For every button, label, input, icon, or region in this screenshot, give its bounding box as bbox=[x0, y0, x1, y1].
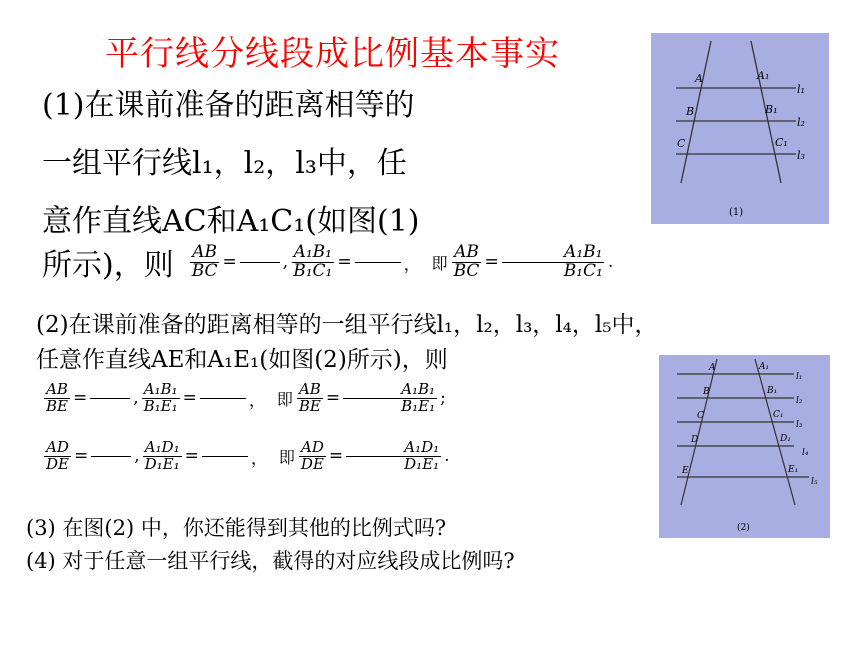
answer-blank bbox=[200, 398, 246, 399]
figure-1 bbox=[651, 33, 829, 224]
part1-line4-prefix: 所示)，则 bbox=[42, 248, 174, 283]
equation-row-2: $\frac{AB}{BE}$ = , $\frac{\text{A₁B₁}}{\text{B₁E₁}}$ = ， 即 $\frac{AB}{BE}$ = $\frac{\text{A₁B₁}}{\text{B₁E₁}}$ ; bbox=[46, 380, 446, 415]
fig2-line-l1: l₁ bbox=[796, 372, 803, 382]
denominator: BC bbox=[191, 260, 218, 281]
numerator: A₁B₁ bbox=[143, 380, 178, 398]
denominator: BE bbox=[298, 396, 321, 415]
part1-line1: (1)在课前准备的距离相等的 bbox=[42, 88, 415, 123]
equation-row-3: $\frac{AD}{DE}$ = , $\frac{\text{A₁D₁}}{\text{D₁E₁}}$ = ， 即 $\frac{AD}{DE}$ = $\frac{\text{A₁D₁}}{\text{D₁E₁}}$ . bbox=[46, 438, 450, 473]
numerator: A₁B₁ bbox=[293, 241, 332, 262]
part2-line1: (2)在课前准备的距离相等的一组平行线l₁，l₂，l₃，l₄，l₅中， bbox=[36, 312, 658, 338]
fig2-caption: (2) bbox=[737, 523, 750, 533]
fig1-line-l2: l₂ bbox=[797, 116, 805, 129]
ji-label: 即 bbox=[431, 253, 448, 273]
fraction bbox=[142, 382, 180, 415]
denominator: DE bbox=[300, 454, 324, 473]
denominator: DE bbox=[46, 454, 69, 473]
fraction bbox=[402, 440, 441, 473]
question-4: (4) 对于任意一组平行线，截得的对应线段成比例吗? bbox=[26, 549, 515, 573]
numerator: AB bbox=[192, 241, 218, 262]
fraction bbox=[44, 382, 70, 415]
denominator: B₁C₁ bbox=[563, 260, 603, 281]
denominator: D₁E₁ bbox=[404, 454, 440, 473]
figure-2 bbox=[659, 355, 830, 538]
fraction bbox=[44, 440, 71, 473]
numerator: AB bbox=[298, 380, 321, 398]
answer-blank bbox=[502, 262, 562, 263]
fig2-label-E: E bbox=[682, 466, 689, 476]
fraction bbox=[143, 440, 182, 473]
fig1-line-l3: l₃ bbox=[797, 149, 805, 162]
answer-blank bbox=[90, 398, 130, 399]
fig2-line-l3: l₃ bbox=[796, 420, 803, 430]
fraction bbox=[452, 241, 482, 281]
denominator: BC bbox=[453, 260, 480, 281]
fig2-label-B: B bbox=[703, 387, 710, 397]
fig1-line-l1: l₁ bbox=[797, 83, 805, 96]
denominator: B₁E₁ bbox=[401, 396, 436, 415]
answer-blank bbox=[240, 262, 280, 263]
numerator: A₁D₁ bbox=[404, 438, 440, 456]
page-title: 平行线分线段成比例基本事实 bbox=[105, 34, 560, 74]
numerator: A₁B₁ bbox=[401, 380, 436, 398]
denominator: BE bbox=[46, 396, 68, 415]
ji-label: 即 bbox=[278, 447, 295, 467]
answer-blank bbox=[346, 456, 402, 457]
fraction bbox=[190, 241, 220, 281]
fraction bbox=[299, 440, 326, 473]
answer-blank bbox=[202, 456, 248, 457]
part1-line2: 一组平行线l₁，l₂，l₃中，任 bbox=[42, 146, 407, 181]
answer-blank bbox=[91, 456, 131, 457]
numerator: AD bbox=[300, 438, 324, 456]
fig1-label-A: A bbox=[695, 72, 703, 85]
fig2-label-C: C bbox=[697, 411, 704, 421]
denominator: D₁E₁ bbox=[144, 454, 180, 473]
fig1-label-B1: B₁ bbox=[765, 103, 778, 116]
denominator: B₁C₁ bbox=[293, 260, 333, 281]
equation-row-1: 所示)，则 $\frac{AB}{BC}$ = , $\frac{\text{A₁B₁}}{\text{B₁C₁}}$ = ， 即 $\frac{AB}{BC}$ = $\frac{\text{A₁B₁}}{\text{B₁C₁}}$ . bbox=[42, 241, 614, 283]
fig2-line-l4: l₄ bbox=[802, 448, 809, 458]
ji-label: 即 bbox=[276, 389, 293, 409]
fig2-line-l2: l₂ bbox=[796, 396, 803, 406]
fig2-label-A1: A₁ bbox=[759, 362, 770, 372]
numerator: AD bbox=[46, 438, 69, 456]
denominator: B₁E₁ bbox=[143, 396, 178, 415]
numerator: AB bbox=[454, 241, 479, 262]
part2-line2: 任意作直线AE和A₁E₁(如图(2)所示)，则 bbox=[36, 347, 448, 373]
numerator: AB bbox=[46, 380, 68, 398]
numerator: A₁B₁ bbox=[564, 241, 603, 262]
fraction bbox=[291, 241, 334, 281]
fig2-label-D: D bbox=[691, 435, 699, 445]
fig2-line-l5: l₅ bbox=[811, 477, 818, 487]
fig2-label-C1: C₁ bbox=[773, 410, 784, 420]
fig2-label-A: A bbox=[709, 363, 716, 373]
fraction bbox=[399, 382, 437, 415]
fig1-label-C1: C₁ bbox=[775, 136, 788, 149]
numerator: A₁D₁ bbox=[144, 438, 180, 456]
fig1-label-B: B bbox=[686, 105, 695, 118]
answer-blank bbox=[355, 262, 401, 263]
fig1-label-C: C bbox=[677, 137, 686, 150]
question-3: (3) 在图(2) 中，你还能得到其他的比例式吗? bbox=[26, 516, 447, 540]
fig1-caption: (1) bbox=[729, 207, 744, 218]
fig1-label-A1: A₁ bbox=[757, 69, 770, 82]
fraction bbox=[562, 241, 605, 281]
answer-blank bbox=[343, 398, 399, 399]
part1-line3: 意作直线AC和A₁C₁(如图(1) bbox=[42, 204, 420, 239]
fig2-label-E1: E₁ bbox=[788, 465, 799, 475]
fig2-label-B1: B₁ bbox=[767, 386, 778, 396]
fig2-label-D1: D₁ bbox=[780, 434, 791, 444]
fraction bbox=[297, 382, 323, 415]
